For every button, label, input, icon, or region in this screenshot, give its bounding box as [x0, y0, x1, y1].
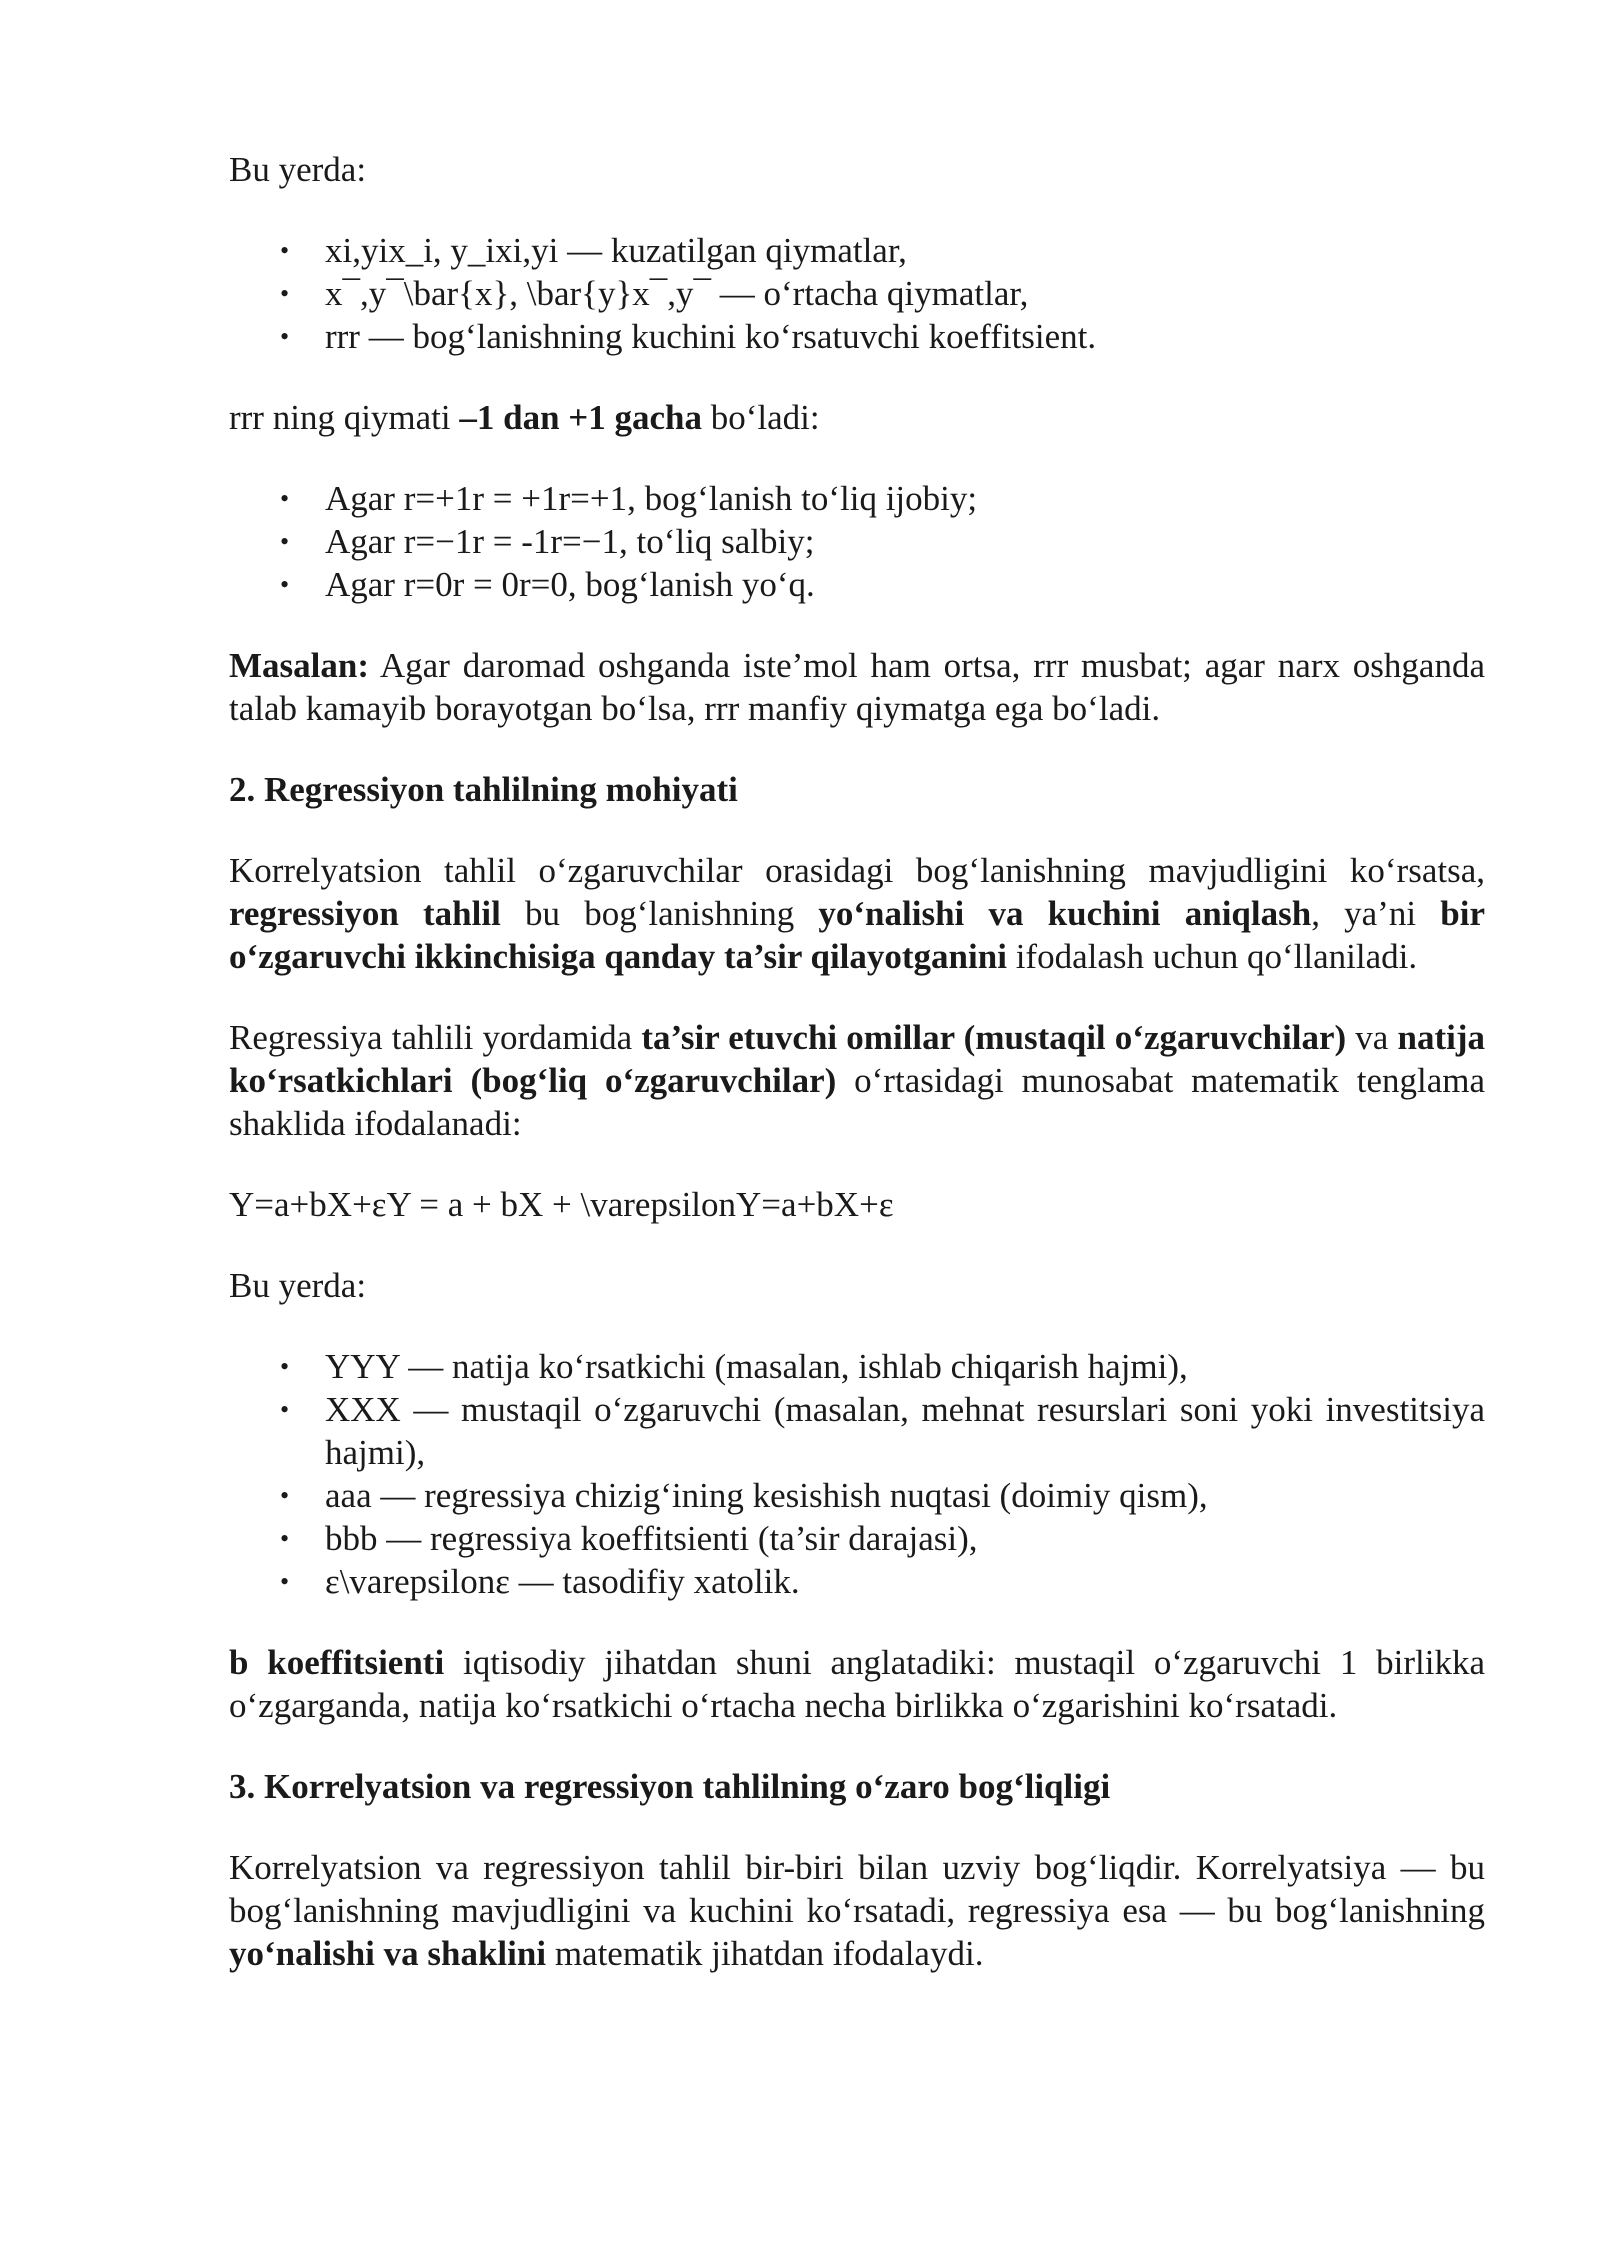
- paragraph-b-coefficient: b koeffitsienti iqtisodiy jihatdan shuni anglatadiki: mustaqil o‘zgaruvchi 1 birlikka o‘zgarganda, natija ko‘rsatkichi o‘rtacha necha birlikka o‘zgarishini ko‘rsatadi.: [229, 1643, 1485, 1725]
- paragraph-bu-yerda-1: Bu yerda:: [229, 150, 367, 189]
- bullet-list-regression-terms: [229, 1345, 1485, 1603]
- list-item: • XXX — mustaqil o‘zgaruvchi (masalan, mehnat resurslari soni yoki investitsiya hajmi),: [280, 1390, 1485, 1472]
- bullet-icon: •: [280, 236, 290, 265]
- bullet-icon: •: [280, 527, 290, 556]
- bullet-icon: •: [280, 279, 290, 308]
- list-item: • Agar r=0r = 0r=0, bog‘lanish yo‘q.: [280, 565, 815, 604]
- paragraph-example: Masalan: Agar daromad oshganda iste’mol ham ortsa, rrr musbat; agar narx oshganda talab kamayib borayotgan bo‘lsa, rrr manfiy qiymatga ega bo‘ladi.: [229, 646, 1485, 728]
- list-item: • aaa — regressiya chizig‘ining kesishish nuqtasi (doimiy qism),: [280, 1476, 1208, 1515]
- bullet-icon: •: [280, 484, 290, 513]
- bullet-icon: •: [280, 570, 290, 599]
- bullet-icon: •: [280, 1481, 290, 1510]
- bullet-icon: •: [280, 1524, 290, 1553]
- bullet-list-correlation-terms: [229, 229, 1485, 358]
- list-item: • rrr — bog‘lanishning kuchini ko‘rsatuvchi koeffitsient.: [280, 317, 1097, 356]
- bullet-icon: •: [280, 1567, 290, 1596]
- list-item: • Agar r=+1r = +1r=+1, bog‘lanish to‘liq ijobiy;: [280, 479, 978, 518]
- bullet-icon: •: [280, 322, 290, 351]
- paragraph-relationship: Korrelyatsion va regressiyon tahlil bir-biri bilan uzviy bog‘liqdir. Korrelyatsiya — bu bog‘lanishning mavjudligini va kuchini ko‘rsatadi, regressiya esa — bu bog‘lanishning yo‘nalishi va shaklini matematik jihatdan ifodalaydi.: [229, 1848, 1485, 1973]
- bullet-list-r-values: [229, 477, 1485, 606]
- section-heading-regression: 2. Regressiyon tahlilning mohiyati: [229, 770, 738, 809]
- paragraph-bu-yerda-2: Bu yerda:: [229, 1266, 367, 1305]
- list-item: • x¯,y¯\bar{x}, \bar{y}x¯,y¯ — o‘rtacha qiymatlar,: [280, 274, 1029, 313]
- paragraph-regression-factors: Regressiya tahlili yordamida ta’sir etuvchi omillar (mustaqil o‘zgaruvchilar) va natija ko‘rsatkichlari (bog‘liq o‘zgaruvchilar) o‘rtasidagi munosabat matematik tenglama shaklida ifodalanadi:: [229, 1018, 1485, 1143]
- bullet-icon: •: [280, 1352, 290, 1381]
- paragraph-r-range: rrr ning qiymati –1 dan +1 gacha bo‘ladi:: [229, 398, 820, 437]
- list-item: • bbb — regressiya koeffitsienti (ta’sir darajasi),: [280, 1519, 978, 1558]
- bullet-icon: •: [280, 1395, 290, 1424]
- list-item: • Agar r=−1r = -1r=−1, to‘liq salbiy;: [280, 522, 815, 561]
- list-item: • ε\varepsilonε — tasodifiy xatolik.: [280, 1562, 800, 1601]
- paragraph-regression-intro: Korrelyatsion tahlil o‘zgaruvchilar orasidagi bog‘lanishning mavjudligini ko‘rsatsa, regressiyon tahlil bu bog‘lanishning yo‘nalishi va kuchini aniqlash, ya’ni bir o‘zgaruvchi ikkinchisiga qanday ta’sir qilayotganini ifodalash uchun qo‘llaniladi.: [229, 851, 1486, 976]
- document-page: [229, 148, 1485, 2013]
- list-item: • xi,yix_i, y_ixi,yi — kuzatilgan qiymatlar,: [280, 231, 907, 270]
- regression-equation: Y=a+bX+εY = a + bX + \varepsilonY=a+bX+ε: [229, 1185, 894, 1224]
- section-heading-relationship: 3. Korrelyatsion va regressiyon tahlilning o‘zaro bog‘liqligi: [229, 1767, 1111, 1806]
- list-item: • YYY — natija ko‘rsatkichi (masalan, ishlab chiqarish hajmi),: [280, 1347, 1188, 1386]
